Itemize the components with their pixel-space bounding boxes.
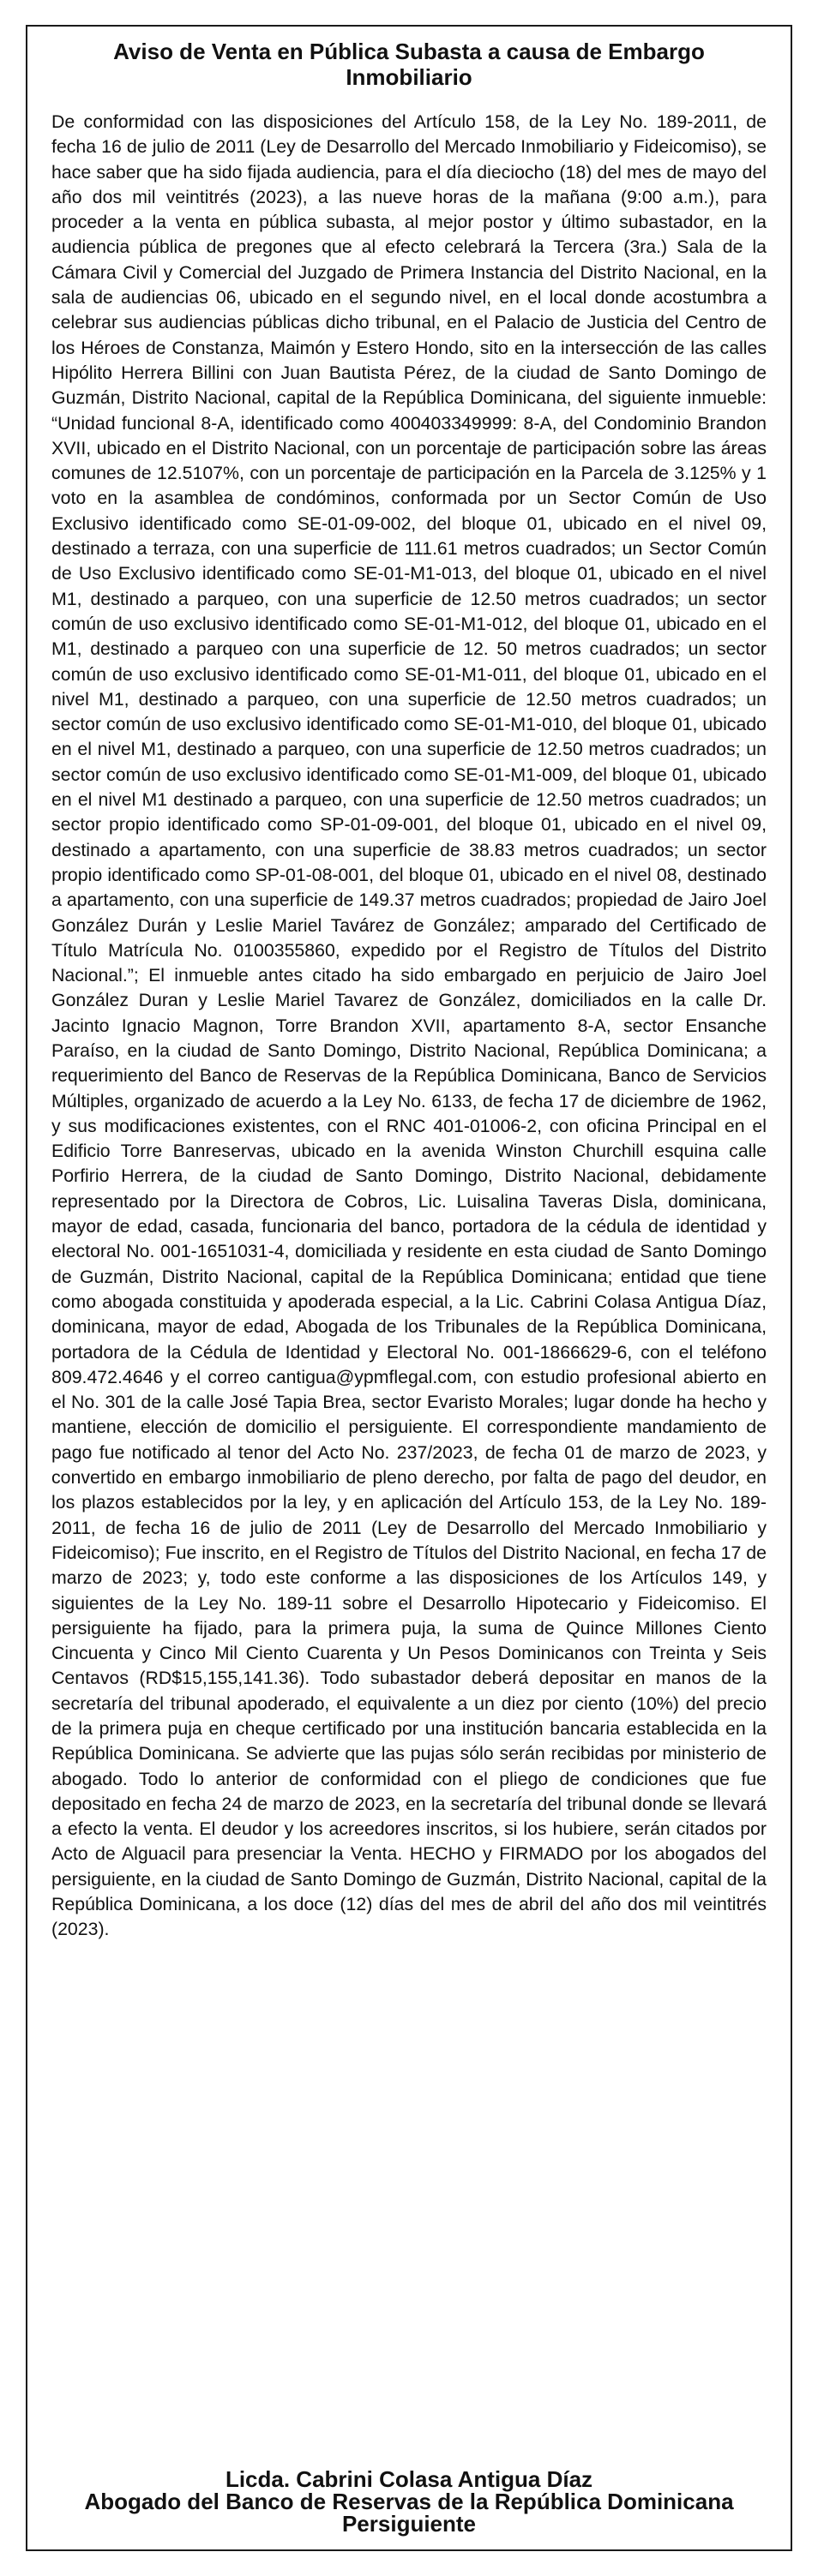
notice-body: De conformidad con las disposiciones del Artículo 158, de la Ley No. 189-2011, de fecha 16 de julio de 2011 (Ley de Desarrollo del Mercado Inmobiliario y Fideicomiso), se hace saber que ha sido fijada audiencia, para el día dieciocho (18) del mes de mayo del año dos mil veintitrés (2023), a las nueve horas de la mañana (9:00 a.m.), para proceder a la venta en pública subasta, al mejor postor y último subastador, en la audiencia pública de pregones que al efecto celebrará la Tercera (3ra.) Sala de la Cámara Civil y Comercial del Juzgado de Primera Instancia del Distrito Nacional, en la sala de audiencias 06, ubicado en el segundo nivel, en el local donde acostumbra a celebrar sus audiencias públicas dicho tribunal, en el Palacio de Justicia del Centro de los Héroes de Constanza, Maimón y Estero Hondo, sito en la intersección de las calles Hipólito Herrera Billini con Juan Bautista Pérez, de la ciudad de Santo Domingo de Guzmán, Distrito Nacional, capital de la República Dominicana, del siguiente inmueble: “Unidad funcional 8-A, identificado como 400403349999: 8-A, del Condominio Brandon XVII, ubicado en el Distrito Nacional, con un porcentaje de participación sobre las áreas comunes de 12.5107%, con un porcentaje de participación en la Parcela de 3.125% y 1 voto en la asamblea de condóminos, conformada por un Sector Común de Uso Exclusivo identificado como SE-01-09-002, del bloque 01, ubicado en el nivel 09, destinado a terraza, con una superficie de 111.61 metros cuadrados; un Sector Común de Uso Exclusivo identificado como SE-01-M1-013, del bloque 01, ubicado en el nivel M1, destinado a parqueo, con una superficie de 12.50 metros cuadrados; un sector común de uso exclusivo identificado como SE-01-M1-012, del bloque 01, ubicado en el M1, destinado a parqueo con una superficie de 12. 50 metros cuadrados; un sector común de uso exclusivo identificado como SE-01-M1-011, del bloque 01, ubicado en el nivel M1, destinado a parqueo, con una superficie de 12.50 metros cuadrados; un sector común de uso exclusivo identificado como SE-01-M1-010, del bloque 01, ubicado en el nivel M1, destinado a parqueo, con una superficie de 12.50 metros cuadrados; un sector común de uso exclusivo identificado como SE-01-M1-009, del bloque 01, ubicado en el nivel M1 destinado a parqueo, con una superficie de 12.50 metros cuadrados; un sector propio identificado como SP-01-09-001, del bloque 01, ubicado en el nivel 09, destinado a apartamento, con una superficie de 38.83 metros cuadrados; un sector propio identificado como SP-01-08-001, del bloque 01, ubicado en el nivel 08, destinado a apartamento, con una superficie de 149.37 metros cuadrados; propiedad de Jairo Joel González Durán y Leslie Mariel Tavárez de González; amparado del Certificado de Título Matrícula No. 0100355860, expedido por el Registro de Títulos del Distrito Nacional.”; El inmueble antes citado ha sido embargado en perjuicio de Jairo Joel González Duran y Leslie Mariel Tavarez de González, domiciliados en la calle Dr. Jacinto Ignacio Magnon, Torre Brandon XVII, apartamento 8-A, sector Ensanche Paraíso, en la ciudad de Santo Domingo, Distrito Nacional, República Dominicana; a requerimiento del Banco de Reservas de la República Dominicana, Banco de Servicios Múltiples, organizado de acuerdo a la Ley No. 6133, de fecha 17 de diciembre de 1962, y sus modificaciones existentes, con el RNC 401-01006-2, con oficina Principal en el Edificio Torre Banreservas, ubicado en la avenida Winston Churchill esquina calle Porfirio Herrera, de la ciudad de Santo Domingo, Distrito Nacional, debidamente representado por la Directora de Cobros, Lic. Luisalina Taveras Disla, dominicana, mayor de edad, casada, funcionaria del banco, portadora de la cédula de identidad y electoral No. 001-1651031-4, domiciliada y residente en esta ciudad de Santo Domingo de Guzmán, Distrito Nacional, capital de la República Dominicana; entidad que tiene como abogada constituida y apoderada especial, a la Lic. Cabrini Colasa Antigua Díaz, dominicana, mayor de edad, Abogada de los Tribunales de la República Dominicana, portadora de la Cédula de Identidad y Electoral No. 001-1866629-6, con el teléfono 809.472.4646 y el correo cantigua@ypmflegal.com, con estudio profesional abierto en el No. 301 de la calle José Tapia Brea, sector Evaristo Morales; lugar donde ha hecho y mantiene, elección de domicilio el persiguiente. El correspondiente mandamiento de pago fue notificado al tenor del Acto No. 237/2023, de fecha 01 de marzo de 2023, y convertido en embargo inmobiliario de pleno derecho, por falta de pago del deudor, en los plazos establecidos por la ley, y en aplicación del Artículo 153, de la Ley No. 189-2011, de fecha 16 de julio de 2011 (Ley de Desarrollo del Mercado Inmobiliario y Fideicomiso); Fue inscrito, en el Registro de Títulos del Distrito Nacional, en fecha 17 de marzo de 2023; y, todo este conforme a las disposiciones de los Artículos 149, y siguientes de la Ley No. 189-11 sobre el Desarrollo Hipotecario y Fideicomiso. El persiguiente ha fijado, para la primera puja, la suma de Quince Millones Ciento Cincuenta y Cinco Mil Ciento Cuarenta y Un Pesos Dominicanos con Treinta y Seis Centavos (RD$15,155,141.36). Todo subastador deberá depositar en manos de la secretaría del tribunal apoderado, el equivalente a un diez por ciento (10%) del precio de la primera puja en cheque certificado por una institución bancaria establecida en la República Dominicana. Se advierte que las pujas sólo serán recibidas por ministerio de abogado. Todo lo anterior de conformidad con el pliego de condiciones que fue depositado en fecha 24 de marzo de 2023, en la secretaría del tribunal donde se llevará a efecto la venta. El deudor y los acreedores inscritos, si los hubiere, serán citados por Acto de Alguacil para presenciar la Venta. HECHO y FIRMADO por los abogados del persiguiente, en la ciudad de Santo Domingo de Guzmán, Distrito Nacional, capital de la República Dominicana, a los doce (12) días del mes de abril del año dos mil veintitrés (2023). [51,111,767,1940]
signature-name: Licda. Cabrini Colasa Antigua Díaz [225,2466,593,2492]
signature-block [51,2468,767,2535]
notice-title: Aviso de Venta en Pública Subasta a causa de Embargo Inmobiliario [113,39,705,90]
signature-party: Persiguiente [341,2511,477,2537]
signature-role: Abogado del Banco de Reservas de la República Dominicana [84,2489,734,2514]
